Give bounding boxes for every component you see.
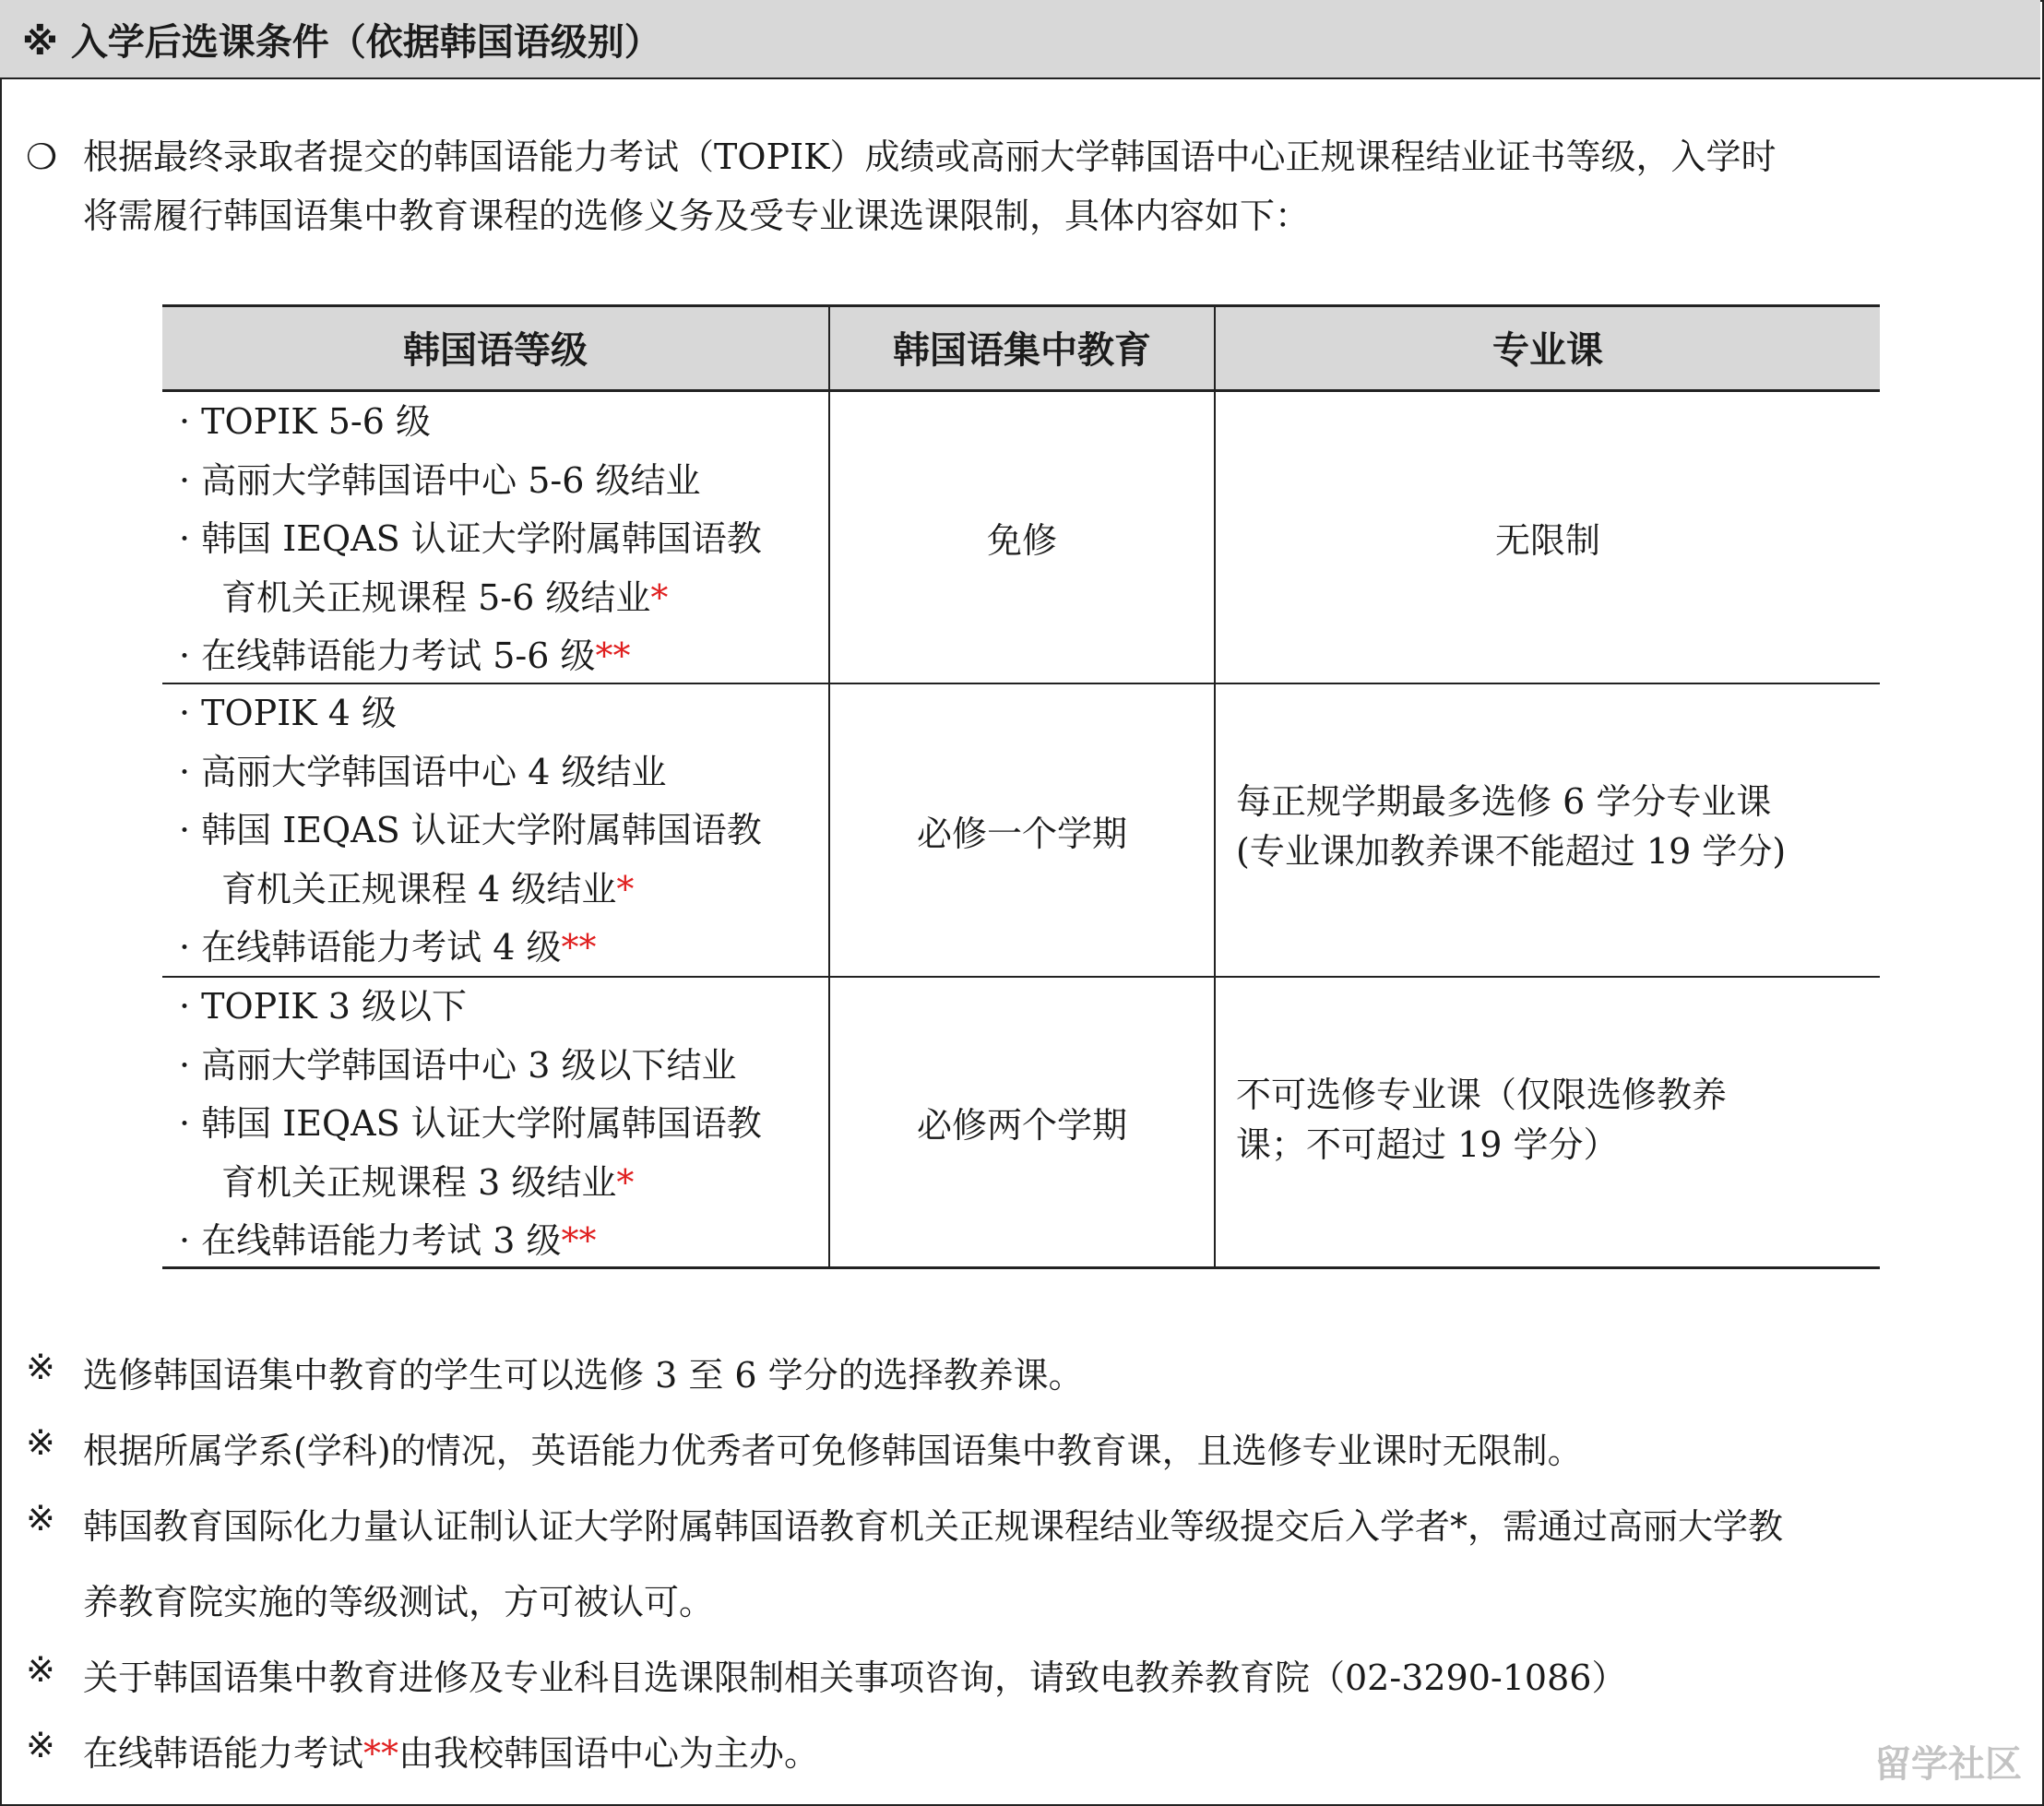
asterisk-mark: * [616,1161,635,1203]
row-3-intensive: 必修两个学期 [916,1105,1127,1146]
row-1-major: 无限制 [1494,519,1600,561]
row-3-major [1236,1070,1863,1170]
reference-mark: ※ [26,1649,55,1690]
row-3-major-line-2: 课；不可超过 19 学分） [1236,1124,1619,1165]
row-1-intensive: 免修 [986,519,1057,561]
level-item: · TOPIK 3 级以下 [179,986,467,1027]
level-item: · 韩国 IEQAS 认证大学附属韩国语教 [179,1103,762,1144]
reference-mark: ※ [26,1347,55,1387]
level-item: · 在线韩语能力考试 4 级** [179,927,597,968]
table-row-1-levels [179,393,762,686]
row-2-major [1236,777,1863,876]
level-item: · 在线韩语能力考试 3 级** [179,1220,597,1261]
table-row-2-levels [179,684,762,978]
header-korean-level: 韩国语等级 [403,328,588,372]
level-item: 育机关正规课程 5-6 级结业* [221,576,669,618]
circle-bullet-icon: ❍ [26,137,58,177]
reference-mark: ※ [26,1725,55,1765]
level-item: · TOPIK 5-6 级 [179,401,431,442]
level-item: · 高丽大学韩国语中心 3 级以下结业 [179,1044,737,1086]
level-item: · 韩国 IEQAS 认证大学附属韩国语教 [179,810,762,850]
level-item: 育机关正规课程 4 级结业* [221,868,635,909]
reference-mark: ※ [26,1498,55,1539]
intro-line-1: 根据最终录取者提交的韩国语能力考试（TOPIK）成绩或高丽大学韩国语中心正规课程结业证书等级，入学时 [83,137,1777,177]
double-asterisk-mark: ** [595,636,631,676]
double-asterisk-mark: ** [363,1733,399,1774]
row-2-major-line-2: (专业课加教养课不能超过 19 学分) [1236,831,1787,872]
intro-line-2: 将需履行韩国语集中教育课程的选修义务及受专业课选课限制，具体内容如下： [83,196,1311,236]
section-title-bar [0,0,2040,79]
level-item: · TOPIK 4 级 [179,693,397,733]
level-item: · 高丽大学韩国语中心 5-6 级结业 [179,459,701,501]
section-title: ※ 入学后选课条件（依据韩国语级别） [22,21,661,64]
level-item: · 韩国 IEQAS 认证大学附属韩国语教 [179,518,762,559]
header-major-course: 专业课 [1492,328,1603,372]
level-item: 育机关正规课程 3 级结业* [221,1161,635,1203]
asterisk-mark: * [616,868,635,909]
row-3-major-line-1: 不可选修专业课（仅限选修教养 [1236,1075,1728,1115]
site-watermark: 留学社区 [1874,1743,2022,1786]
course-condition-table [162,304,1880,1269]
level-item: · 在线韩语能力考试 5-6 级** [179,636,631,676]
table-row-3-levels [179,978,762,1271]
asterisk-mark: * [650,576,669,618]
row-2-intensive: 必修一个学期 [916,813,1127,854]
header-intensive-education: 韩国语集中教育 [893,328,1151,372]
double-asterisk-mark: ** [561,1220,597,1261]
level-item: · 高丽大学韩国语中心 4 级结业 [179,751,667,792]
reference-mark: ※ [26,1422,55,1463]
row-2-major-line-1: 每正规学期最多选修 6 学分专业课 [1236,781,1772,822]
double-asterisk-mark: ** [561,927,597,968]
